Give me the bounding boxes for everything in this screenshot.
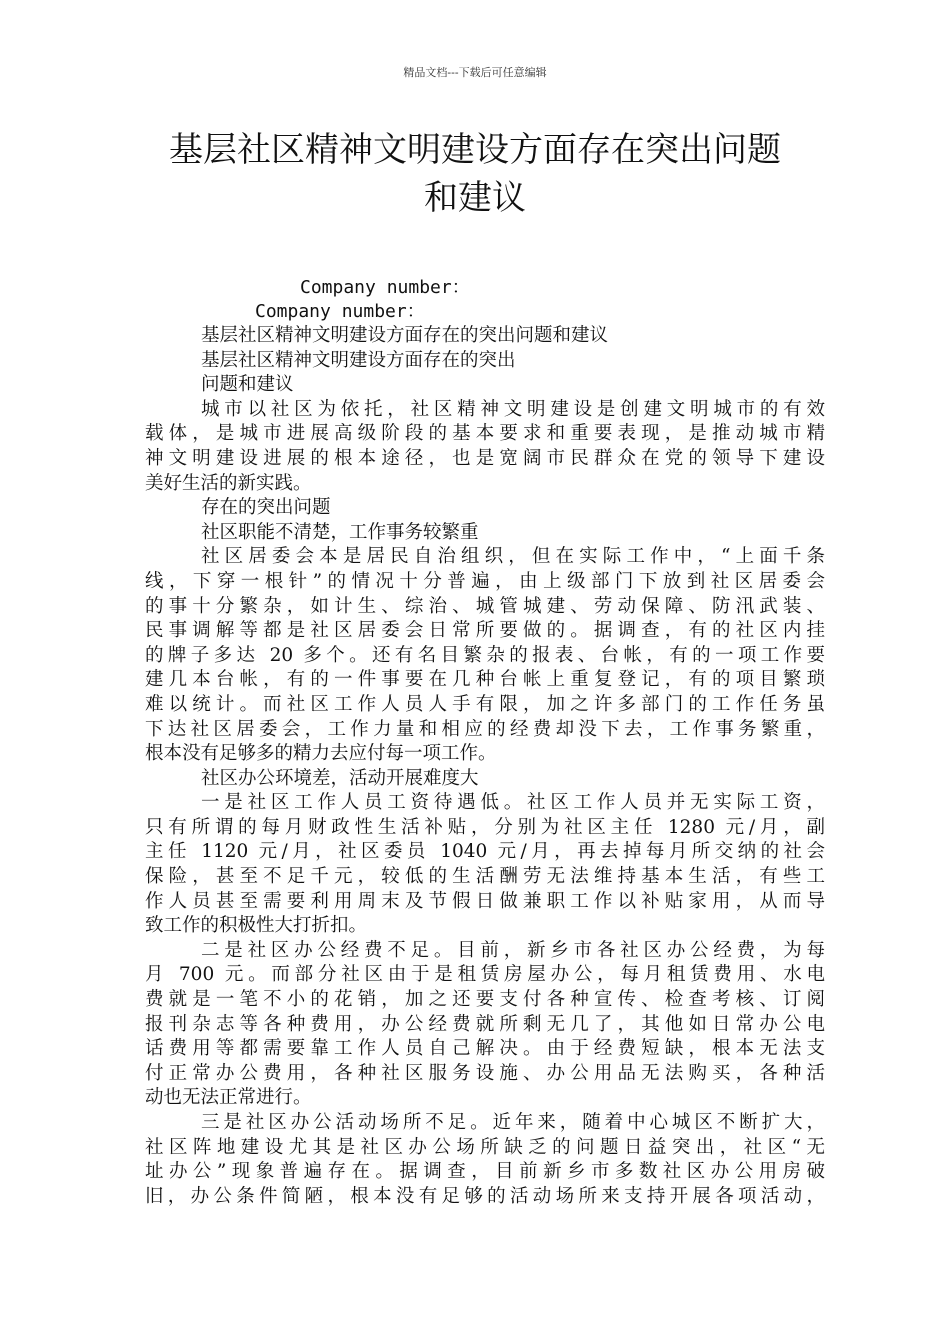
company-number-line-1: Company number： <box>300 277 470 298</box>
paragraph-salary: 一是社区工作人员工资待遇低。社区工作人员并无实际工资， 只有所谓的每月财政性生活补贴，分别为社区主任 1280 元/月，副 主任 1120 元/月，社区委员 1040 元/月，再去掉每月所交纳的社会 保险，甚至不足千元，较低的生活酬劳无法维持基本生活，有些工 作人员甚至需要利用周末及节假日做兼职工作以补贴家用，从而导 致工作的积极性大打折扣。 <box>145 792 825 937</box>
paragraph-functions: 社区居委会本是居民自治组织，但在实际工作中，“上面千条 线，下穿一根针”的情况十分普遍，由上级部门下放到社区居委会 的事十分繁杂，如计生、综治、城管城建、劳动保障、防汛武装、 民事调解等都是社区居委会日常所要做的。据调查，有的社区内挂 的牌子多达 20 多个。还有名目繁杂的报表、台帐，有的一项工作要 建几本台帐，有的一件事要在几种台帐上重复登记，有的项目繁琐 难以统计。而社区工作人员人手有限，加之许多部门的工作任务虽 下达社区居委会，工作力量和相应的经费却没下去，工作事务繁重， 根本没有足够多的精力去应付每一项工作。 <box>145 546 825 765</box>
document-body <box>145 324 825 1209</box>
paragraph-subtitle: 基层社区精神文明建设方面存在的突出问题和建议 <box>201 325 609 346</box>
paragraph-subtitle-part-1: 基层社区精神文明建设方面存在的突出 <box>201 349 516 371</box>
document-title <box>140 126 810 222</box>
subheading-functions: 社区职能不清楚，工作事务较繁重 <box>201 521 479 543</box>
header-note: 精品文档---下载后可任意编辑 <box>403 66 547 79</box>
subheading-environment: 社区办公环境差，活动开展难度大 <box>201 767 479 789</box>
title-line-2: 和建议 <box>424 178 526 218</box>
paragraph-subtitle-part-2: 问题和建议 <box>201 374 294 396</box>
paragraph-intro: 城市以社区为依托，社区精神文明建设是创建文明城市的有效 载体，是城市进展高级阶段的基本要求和重要表现，是推动城市精 神文明建设进展的根本途径，也是宽阔市民群众在党的领导下建设 美好生活的新实践。 <box>145 398 825 494</box>
paragraph-venue: 三是社区办公活动场所不足。近年来，随着中心城区不断扩大， 社区阵地建设尤其是社区办公场所缺乏的问题日益突出，社区“无 址办公”现象普遍存在。据调查，目前新乡市多数社区办公用房破 旧，办公条件简陋，根本没有足够的活动场所来支持开展各项活动， <box>145 1112 825 1207</box>
section-heading-problems: 存在的突出问题 <box>201 497 331 519</box>
paragraph-funding: 二是社区办公经费不足。目前，新乡市各社区办公经费，为每 月 700 元。而部分社区由于是租赁房屋办公，每月租赁费用、水电 费就是一笔不小的花销，加之还要支付各种宣传、检查考核、订阅 报刊杂志等各种费用，办公经费就所剩无几了，其他如日常办公电 话费用等都需要靠工作人员自己解决。由于经费短缺，根本无法支 付正常办公费用，各种社区服务设施、办公用品无法购买，各种活 动也无法正常进行。 <box>145 939 825 1109</box>
company-number-line-2: Company number： <box>255 301 425 322</box>
title-line-1: 基层社区精神文明建设方面存在突出问题 <box>169 130 781 170</box>
